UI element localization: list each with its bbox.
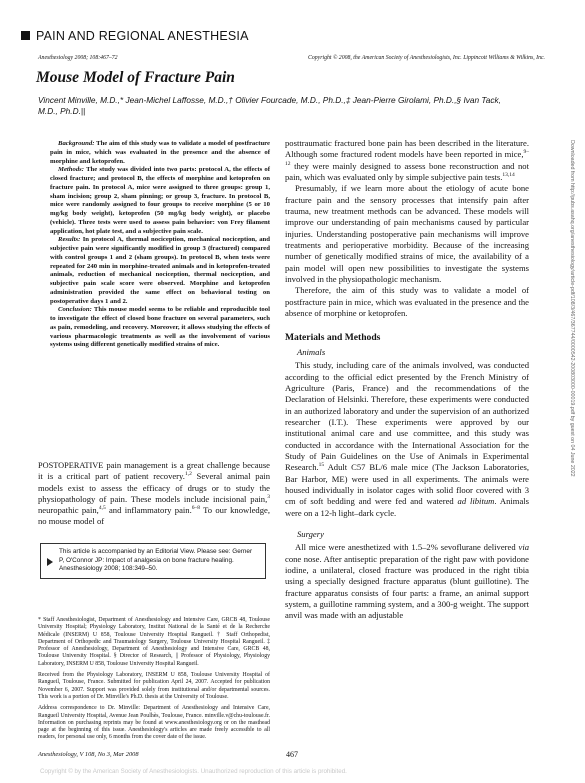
abstract-conclusion: Conclusion: This mouse model seems to be reliable and reproducible tool to investigate the effect of closed bone fracture on several parameters, such as pain, remodeling, and recovery. Moreover, it allows studying the effects of various pharmacologic treatments as well as the involvement of various systems using different genetically modified strains of mice.	[50, 306, 270, 349]
footer-journal: Anesthesiology, V 108, No 3, Mar 2008	[38, 751, 139, 758]
footnote-affiliations: * Staff Anesthesiologist, Department of Anesthesiology and Intensive Care, GRCB 48, Toulouse University Hospital; Physiology Laboratory, Institut National de la Santé et de la Recherche Médicale (INSERM) U 858, Toulouse University Hospital Rangueil. † Staff Orthopedist, Department of Orthopedic and Traumatology Surgery, Toulouse University Hospital Rangueil. ‡ Professor of Anesthesiology, Department of Anesthesiology and Intensive Care, GRCB 48, Toulouse University Hospital. § Director of Research, || Professor of Physiology, Physiology Laboratory, INSERM U 858, Toulouse University Hospital Rangueil.	[38, 617, 270, 667]
paragraph: This study, including care of the animals involved, was conducted according to the official edict presented by the French Ministry of Agriculture (Paris, France) and the recommendations of the Declaration of Helsinki. Therefore, these experiments were conducted in an authorized laboratory and under the supervision of an authorized researcher (I.T.). These experiments were approved by our institutional animal care and use committee, and this study was conducted in accordance with the International Association for the Study of Pain Guidelines on the Use of Animals in Experimental Research.$^{15}$ Adult C57 BL/6 male mice (The Jackson Laboratories, Bar Harbor, ME) were used in all experiments. The animals were housed individually in isolator cages with solid floor covered with 3 cm of soft bedding and were fed and watered ad libitum. Animals were on a 12-h light–dark cycle.	[285, 360, 529, 518]
abstract-results: Results: In protocol A, thermal nociception, mechanical nociception, and subjective pain were significantly modified in group 3 (fractured) compared with control groups 1 and 2 (sham groups). In protocol B, when tests were repeated for 240 min in morphine-treated animals and in ketoprofen-treated animals, reduction of mechanical nociception, thermal nociception, and subjective pain scale score were observed. Morphine and ketoprofen administration provided the same effect on behavioral testing on postoperative days 1 and 2.	[50, 236, 270, 305]
page-number: 467	[286, 750, 298, 759]
section-square-icon	[21, 31, 30, 40]
author-list: Vincent Minville, M.D.,* Jean-Michel Laffosse, M.D.,† Olivier Fourcade, M.D., Ph.D.,‡ Jean-Pierre Girolami, Ph.D.,§ Ivan Tack, M.D., Ph.D.||	[38, 95, 501, 116]
abstract-methods: Methods: The study was divided into two parts: protocol A, the effects of closed fracture; and protocol B, the effects of morphine and ketoprofen on fracture pain. In protocol A, mice were assigned to three groups: group 1, sham incision; group 2, sham pinning; or group 3, fracture. In protocol B, mice were randomly assigned to four groups to receive morphine (5 or 10 mg/kg body weight), ketoprofen (50 mg/kg body weight), or placebo (vehicle). Three tests were used to assess pain behavior: von Frey filament application, hot plate test, and a subjective pain scale.	[50, 166, 270, 235]
heading-methods: Materials and Methods	[285, 331, 381, 343]
introduction: POSTOPERATIVE pain management is a great challenge because it is a critical part of patient recovery.$^{1,2}$ Several animal pain models exist to assess the efficacy of drugs or to study the physiopathology of pain. These models include incisional pain,$^3$ neuropathic pain,$^{4,5}$ and inflammatory pain.$^{6-8}$ To our knowledge, no mouse model of	[38, 460, 270, 527]
paragraph: All mice were anesthetized with 1.5–2% sevoflurane delivered via cone nose. After antiseptic preparation of the right paw with povidone iodine, a unilateral, closed fracture was produced in the right tibia using a specially designed fracture apparatus (blunt guillotine). The fracture apparatus consists of four parts: a frame, an animal support system, a guillotine ramming system, and a 300-g weight. The support anvil was made with an adjustable	[285, 542, 529, 621]
copyright-line: Copyright © 2008, the American Society of Anesthesiologists, Inc. Lippincott Williams & Wilkins, Inc.	[307, 55, 545, 61]
footnote-received: Received from the Physiology Laboratory, INSERM U 858, Toulouse University Hospital of Rangueil, Toulouse, France. Submitted for publication April 24, 2007. Accepted for publication November 6, 2007. Support was provided solely from institutional and/or departmental sources. This work is a portion of Dr. Minville's Ph.D. thesis at the University of Toulouse.	[38, 672, 270, 700]
abstract	[50, 140, 270, 350]
heading-animals: Animals	[297, 346, 326, 357]
copyright-watermark: Copyright © by the American Society of Anesthesiologists. Unauthorized reproduction of this article is prohibited.	[40, 768, 347, 775]
paragraph: posttraumatic fractured bone pain has been described in the literature. Although some fractured rodent models have been reported in mice,$^{9-12}$ they were mainly designed to assess bone reconstruction and not pain, which was evaluated only by simple subjective pain tests.$^{13,14}$	[285, 138, 529, 183]
heading-surgery: Surgery	[297, 529, 324, 539]
section-header	[21, 29, 249, 43]
download-note: Downloaded from http://pubs.asahq.org/anesthesiology/article-pdf/108/3/467/367744/0000542-200803000-00019.pdf by guest on 04 June 2022	[569, 140, 575, 477]
article-title: Mouse Model of Fracture Pain	[36, 69, 235, 86]
right-column	[285, 138, 529, 622]
journal-citation: Anesthesiology 2008; 108:467–72	[38, 55, 118, 61]
paragraph: Presumably, if we learn more about the etiology of acute bone fracture pain and the sensory processes that intensify pain after trauma, new treatment methods can be advanced. These models will improve our understanding of pain mechanisms caused by particular injuries. Understanding postoperative pain mechanisms will improve treatments and perioperative morbidity. Because of the increasing number of genetically modified strains of mice, the availability of a pain model will open new possibilities to investigate the systems involved in the physiopathologic mechanism.	[285, 183, 529, 285]
editorial-view-box: This article is accompanied by an Editorial View. Please see: Gerner P, O'Connor JP: Impact of analgesia on bone fracture healing. Anesthesiology 2008; 108:349–50.	[40, 543, 266, 579]
arrow-icon	[47, 558, 53, 566]
footnote-correspondence: Address correspondence to Dr. Minville: Department of Anesthesiology and Intensive Care, Rangueil University Hospital, Avenue Jean Poulhès, Toulouse, France. minville.v@chu-toulouse.fr. Information on purchasing reprints may be found at www.anesthesiology.org or on the masthead page at the beginning of this issue. Anesthesiology's articles are made freely accessible to all readers, for personal use only, 6 months from the cover date of the issue.	[38, 705, 270, 741]
footnotes	[38, 617, 270, 746]
paragraph: Therefore, the aim of this study was to validate a model of postfracture pain in mice, which was evaluated in the presence and the absence of morphine or ketoprofen.	[285, 285, 529, 319]
abstract-background: Background: The aim of this study was to validate a model of postfracture pain in mice, which was evaluated in the presence and the absence of morphine and ketoprofen.	[50, 140, 270, 165]
section-header-text: PAIN AND REGIONAL ANESTHESIA	[36, 29, 249, 43]
